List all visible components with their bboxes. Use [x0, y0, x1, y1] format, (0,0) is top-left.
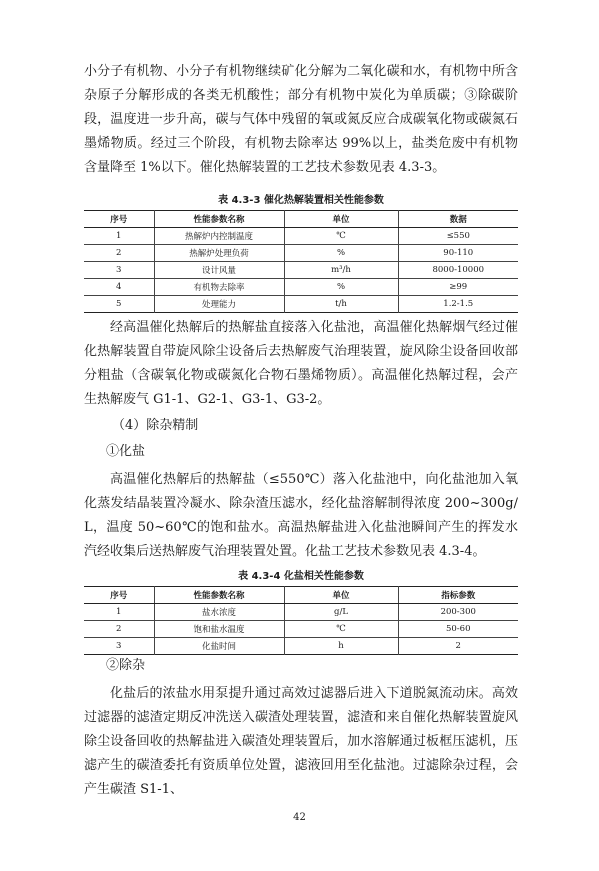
column-header: 性能参数名称 [154, 587, 284, 604]
table-row [84, 228, 518, 245]
table-cell: ≥99 [398, 279, 518, 296]
column-header: 单位 [284, 211, 398, 228]
table-cell: g/L [284, 604, 398, 621]
table-cell: t/h [284, 296, 398, 313]
table-cell: % [284, 245, 398, 262]
table-cell: 3 [84, 262, 154, 279]
table-cell: 4 [84, 279, 154, 296]
table-cell: 2 [84, 245, 154, 262]
table-header-row [84, 211, 518, 228]
table-row [84, 621, 518, 638]
table-row [84, 245, 518, 262]
table-cell: 饱和盐水温度 [154, 621, 284, 638]
table-caption-4-3-3: 表 4.3-3 催化热解装置相关性能参数 [218, 195, 384, 206]
table-cell: m³/h [284, 262, 398, 279]
table-row [84, 296, 518, 313]
table-row [84, 604, 518, 621]
table-cell: 热解炉内控制温度 [154, 228, 284, 245]
table-cell: 2 [398, 638, 518, 655]
column-header: 序号 [84, 211, 154, 228]
table-salt-dissolving-params [84, 586, 518, 655]
table-cell: 设计风量 [154, 262, 284, 279]
table-cell: 3 [116, 641, 122, 651]
table-cell: 处理能力 [154, 296, 284, 313]
table-cell: 热解炉处理负荷 [154, 245, 284, 262]
table-cell: 1.2-1.5 [398, 296, 518, 313]
paragraph-salt-dissolving: 高温催化热解后的热解盐（≤550℃）落入化盐池中，向化盐池加入氧化蒸发结晶装置冷凝水、除杂渣压滤水，经化盐溶解制得浓度 200~300g/L，温度 50~60℃的饱和盐水。高温热解盐进入化盐池瞬间产生的挥发水汽经收集后送热解废气治理装置处置。化盐工艺技术参数见表 4.3-4。 [84, 472, 518, 559]
table-cell: ℃ [284, 228, 398, 245]
paragraph-organic-decomposition: 小分子有机物、小分子有机物继续矿化分解为二氧化碳和水，有机物中所含杂原子分解形成的各类无机酸性；部分有机物中炭化为单质碳；③除碳阶段，温度进一步升高，碳与气体中残留的氧或氮反应合成碳氧化物或碳氮石墨烯物质。经过三个阶段，有机物去除率达 99%以上，盐类危废中有机物含量降至 1%以下。催化热解装置的工艺技术参数见表 4.3-3。 [84, 64, 518, 175]
subheading-salt-dissolving: ①化盐 [106, 444, 146, 459]
column-header: 单位 [284, 587, 398, 604]
table-cell: 50-60 [398, 621, 518, 638]
paragraph-pyrolysis-flue: 经高温催化热解后的热解盐直接落入化盐池，高温催化热解烟气经过催化热解装置自带旋风除尘设备后去热解废气治理装置，旋风除尘设备回收部分粗盐（含碳氧化物或碳氮化合物石墨烯物质）。高温催化热解过程，会产生热解废气 G1-1、G2-1、G3-1、G3-2。 [84, 320, 518, 407]
table-cell: 盐水浓度 [154, 604, 284, 621]
section-heading-impurity-removal: （4）除杂精制 [112, 418, 199, 433]
column-header: 指标参数 [398, 587, 518, 604]
table-catalytic-pyrolysis-params [84, 210, 518, 313]
table-cell: 2 [84, 621, 154, 638]
table-cell: 化盐时间 [154, 638, 284, 655]
table-cell: h [284, 638, 398, 655]
table-cell: 5 [116, 299, 122, 309]
page-number: 42 [293, 812, 306, 823]
table-cell: 8000-10000 [398, 262, 518, 279]
column-header: 序号 [84, 587, 154, 604]
paragraph-filtration: 化盐后的浓盐水用泵提升通过高效过滤器后进入下道脱氮流动床。高效过滤器的滤渣定期反冲洗送入碳渣处理装置，滤渣和来自催化热解装置旋风除尘设备回收的热解盐进入碳渣处理装置后，加水溶解通过板框压滤机，压滤产生的碳渣委托有资质单位处置，滤液回用至化盐池。过滤除杂过程，会产生碳渣 S1-1、 [84, 686, 518, 797]
table-cell: % [284, 279, 398, 296]
column-header: 数据 [398, 211, 518, 228]
column-header: 性能参数名称 [154, 211, 284, 228]
table-cell: 90-110 [398, 245, 518, 262]
table-cell: 1 [84, 228, 154, 245]
table-header-row [84, 587, 518, 604]
table-row [84, 262, 518, 279]
table-row [84, 638, 518, 655]
table-cell: 200-300 [398, 604, 518, 621]
subheading-impurity-removal: ②除杂 [106, 658, 146, 673]
table-caption-4-3-4: 表 4.3-4 化盐相关性能参数 [238, 571, 364, 582]
table-cell: 1 [84, 604, 154, 621]
table-cell: ≤550 [398, 228, 518, 245]
table-row [84, 279, 518, 296]
table-cell: ℃ [284, 621, 398, 638]
table-cell: 有机物去除率 [154, 279, 284, 296]
